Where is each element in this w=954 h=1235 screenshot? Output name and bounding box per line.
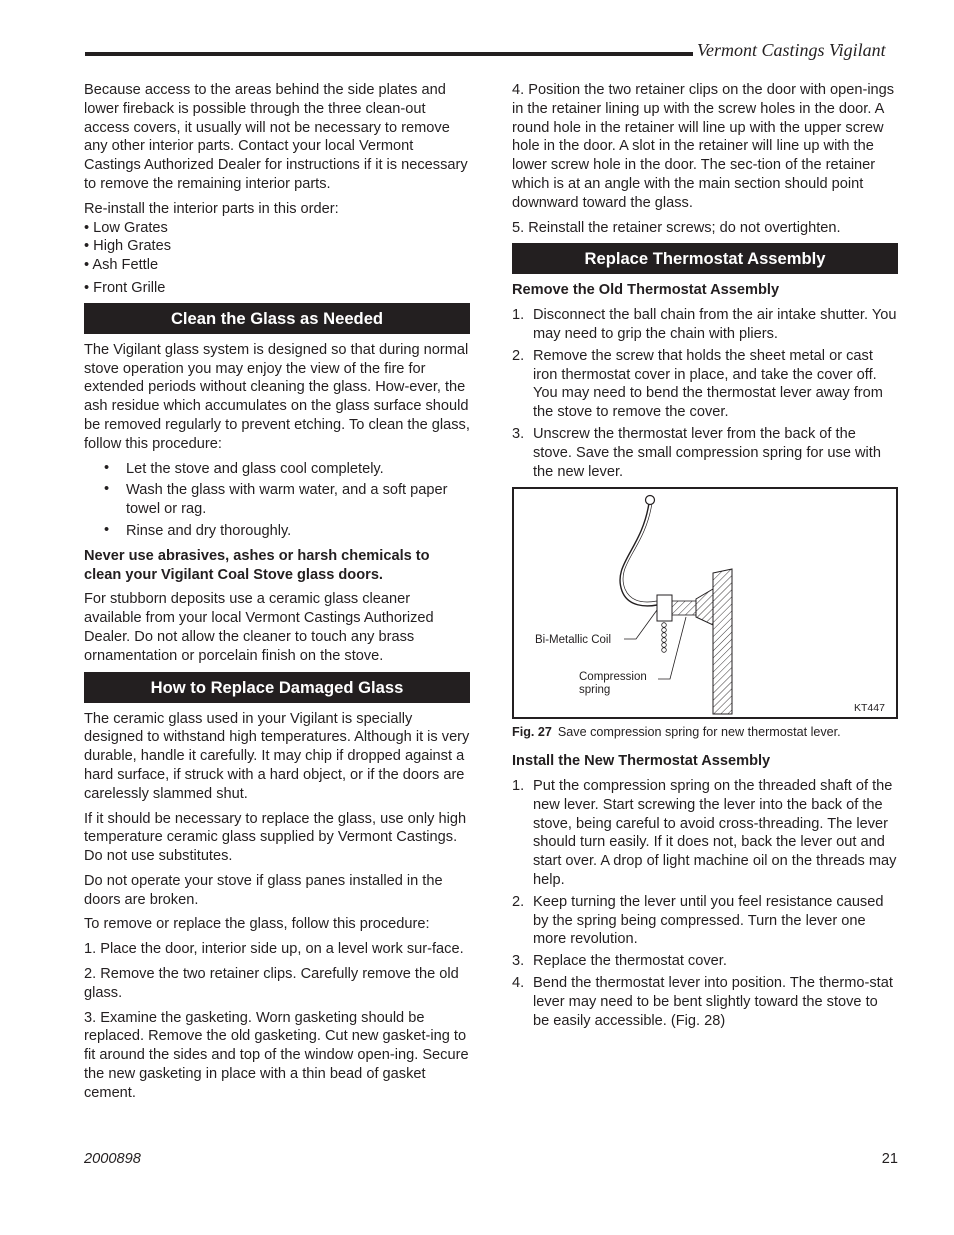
compression-spring — [662, 623, 667, 653]
section-heading-replace-glass: How to Replace Damaged Glass — [84, 672, 470, 703]
install-thermostat-steps — [512, 777, 898, 1030]
section-heading-thermostat: Replace Thermostat Assembly — [512, 243, 898, 274]
list-item: 4. Bend the thermostat lever into position. The thermo-stat lever may need to be bent slightly toward the stove to be easily accessible. (Fig. 28) — [512, 974, 893, 1029]
list-item: • Let the stove and glass cool completely. — [84, 460, 470, 479]
reinstall-item: • Front Grille — [84, 279, 166, 296]
running-header-title: Vermont Castings Vigilant — [697, 40, 886, 60]
label-bimetallic-coil: Bi-Metallic Coil — [535, 634, 612, 647]
list-item: 1. Disconnect the ball chain from the air intake shutter. You may need to grip the chain with pliers. — [512, 307, 897, 342]
clean-glass-steps — [84, 460, 470, 541]
section-heading-clean-glass: Clean the Glass as Needed — [84, 303, 470, 334]
remove-thermostat-heading: Remove the Old Thermostat Assembly — [512, 282, 780, 299]
list-item: • Wash the glass with warm water, and a soft paper towel or rag. — [84, 481, 470, 519]
figure-code: KT447 — [854, 702, 885, 715]
reinstall-item: • High Grates — [84, 238, 172, 255]
reinstall-item: • Low Grates — [84, 219, 168, 236]
page-number: 21 — [881, 1151, 898, 1167]
threaded-shaft — [672, 601, 696, 615]
list-item: • Rinse and dry thoroughly. — [84, 522, 470, 541]
replace-glass-step: 1. Place the door, interior side up, on a level work sur-face. — [84, 941, 464, 958]
figure-caption — [512, 723, 898, 742]
thermostat-figure — [512, 487, 898, 719]
reinstall-item: • Ash Fettle — [84, 257, 159, 274]
clean-glass-paragraph: The Vigilant glass system is designed so that during normal stove operation you may enjoy the view of the fire for extended periods without cleaning the glass. How-ever, the ash residue which accumulates on the glass surface should be removed regularly to prevent etching. To clean the glass, follow this procedure: — [84, 341, 470, 452]
right-column — [512, 81, 898, 1036]
stubborn-deposits-paragraph: For stubborn deposits use a ceramic glass cleaner available from your local Vermont Castings Authorized Dealer. Do not allow the cleaner to touch any brass ornamentation or porcelain finish on the stove. — [84, 591, 434, 664]
list-item: 2. Keep turning the lever until you feel resistance caused by the spring being compressed. Turn the lever one more revolution. — [512, 893, 884, 948]
replace-glass-paragraph: If it should be necessary to replace the glass, use only high temperature ceramic glass supplied by Vermont Castings. Do not use substitutes. — [84, 810, 467, 865]
figure-caption-text: Save compression spring for new thermostat lever. — [557, 725, 841, 740]
retainer-step-5: 5. Reinstall the retainer screws; do not overtighten. — [512, 219, 841, 236]
intro-paragraph: Because access to the areas behind the side plates and lower fireback is possible through the three clean-out access covers, it usually will not be necessary to remove any other interior parts. Contact your local Vermont Castings Authorized Dealer for instructions if it is necessary to remove the remaining interior parts. — [84, 82, 468, 192]
bimetallic-coil — [657, 595, 672, 621]
stove-wall-boss — [696, 589, 713, 625]
list-item: 2. Remove the screw that holds the sheet metal or cast iron thermostat cover in place, and take the cover off. You may need to bend the thermostat lever away from the stove to remove the cover. — [512, 347, 883, 421]
remove-thermostat-steps — [512, 306, 898, 481]
retainer-step-4: 4. Position the two retainer clips on the door with open-ings in the retainer lining up with the screw holes in the door. A round hole in the retainer will line up with the upper screw hole in the door. A slot in the retainer will line up with the lower screw hole in the door. The sec-tion of the retainer which is at an angle with the main section should point downward toward the glass. — [512, 82, 895, 211]
install-thermostat-heading: Install the New Thermostat Assembly — [512, 753, 771, 770]
list-item: 3. Replace the thermostat cover. — [512, 953, 727, 970]
lever-knob — [646, 496, 655, 505]
glass-cleaning-warning: Never use abrasives, ashes or harsh chemicals to clean your Vigilant Coal Stove glass doors. — [84, 547, 430, 583]
coil-leader-line — [624, 610, 657, 639]
reinstall-intro: Re-install the interior parts in this order: — [84, 200, 339, 217]
reinstall-list — [84, 219, 470, 298]
stove-wall — [713, 569, 732, 714]
document-number: 2000898 — [84, 1151, 141, 1167]
list-item: 1. Put the compression spring on the threaded shaft of the new lever. Start screwing the lever into the back of the stove, being careful to avoid cross-threading. The lever should turn easily. If it does not, back the lever out and start over. A drop of light machine oil on the threads may help. — [512, 777, 897, 888]
header-rule — [85, 52, 693, 56]
replace-glass-paragraph: Do not operate your stove if glass panes installed in the doors are broken. — [84, 872, 443, 908]
label-compression-spring: Compression — [579, 671, 647, 684]
list-item: 3. Unscrew the thermostat lever from the back of the stove. Save the small compression spring for use with the new lever. — [512, 425, 881, 480]
replace-glass-paragraph: The ceramic glass used in your Vigilant is specially designed to withstand high temperatures. Although it is very durable, handle it carefully. It may chip if dropped against a hard surface, if struck with a hard object, or if the doors are carelessly slammed shut. — [84, 710, 470, 802]
replace-glass-step: 3. Examine the gasketing. Worn gasketing should be replaced. Remove the old gasketing. Cut new gasket-ing to fit around the sides and top of the window open-ing. Secure the new gasketing in place with a thin bead of gasket cement. — [84, 1009, 469, 1101]
replace-glass-step: 2. Remove the two retainer clips. Carefully remove the old glass. — [84, 966, 459, 1001]
label-compression-spring-2: spring — [579, 684, 611, 697]
replace-glass-paragraph: To remove or replace the glass, follow this procedure: — [84, 916, 430, 933]
thermostat-diagram — [514, 489, 896, 717]
left-column — [84, 81, 470, 1109]
figure-number: Fig. 27 — [512, 725, 552, 740]
